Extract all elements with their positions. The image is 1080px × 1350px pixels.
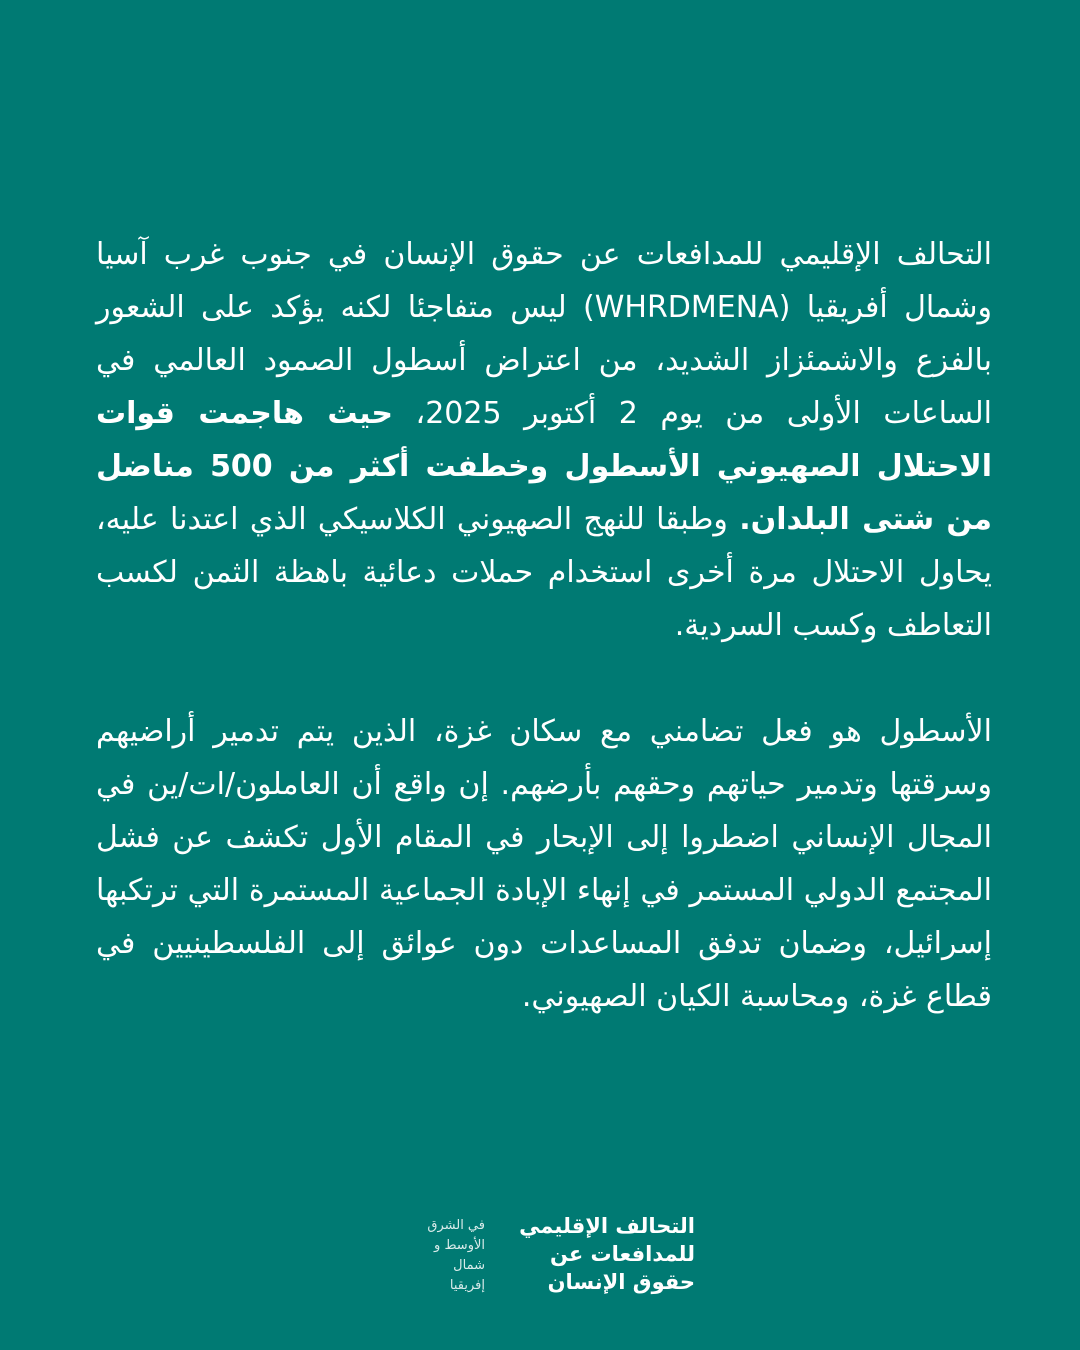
logo-main-line-3: حقوق الإنسان [547, 1270, 695, 1294]
paragraph-1 [96, 228, 992, 652]
statement-text [96, 228, 992, 1023]
logo-sub-text [385, 1216, 485, 1296]
logo-sub-line-2: الأوسط و [434, 1238, 485, 1253]
logo-main-line-2: للمدافعات عن [549, 1242, 695, 1266]
paragraph-1-intro: التحالف الإقليمي للمدافعات عن حقوق الإنسان في جنوب غرب آسيا وشمال أفريقيا (WHRDMENA) ليس متفاجئا لكنه يؤكد على الشعور بالفزع والاشمئزاز الشديد، من اعتراض أسطول الصمود العالمي في الساعات الأولى من يوم 2 أكتوبر 2025، [96, 237, 992, 431]
logo-main-text [490, 1212, 695, 1296]
logo-sub-line-4: إفريقيا [449, 1278, 485, 1293]
organization-logo [385, 1212, 695, 1304]
paragraph-1-rest: وطبقا للنهج الصهيوني الكلاسيكي الذي اعتدنا عليه، يحاول الاحتلال مرة أخرى استخدام حملات دعائية باهظة الثمن لكسب التعاطف وكسب السردية. [96, 502, 992, 643]
logo-sub-line-1: في الشرق [427, 1218, 485, 1233]
paragraph-2: الأسطول هو فعل تضامني مع سكان غزة، الذين يتم تدمير أراضيهم وسرقتها وتدمير حياتهم وحقهم بأرضهم. إن واقع أن العاملون/ات/ين في المجال الإنساني اضطروا إلى الإبحار في المقام الأول تكشف عن فشل المجتمع الدولي المستمر في إنهاء الإبادة الجماعية المستمرة التي ترتكبها إسرائيل، وضمان تدفق المساعدات دون عوائق إلى الفلسطينيين في قطاع غزة، ومحاسبة الكيان الصهيوني. [96, 714, 992, 1014]
logo-sub-line-3: شمال [453, 1258, 485, 1273]
paragraph-1-bold-highlight: حيث هاجمت قوات الاحتلال الصهيوني الأسطول وخطفت أكثر من 500 مناضل من شتى البلدان. [96, 396, 992, 537]
logo-main-line-1: التحالف الإقليمي [519, 1214, 695, 1238]
